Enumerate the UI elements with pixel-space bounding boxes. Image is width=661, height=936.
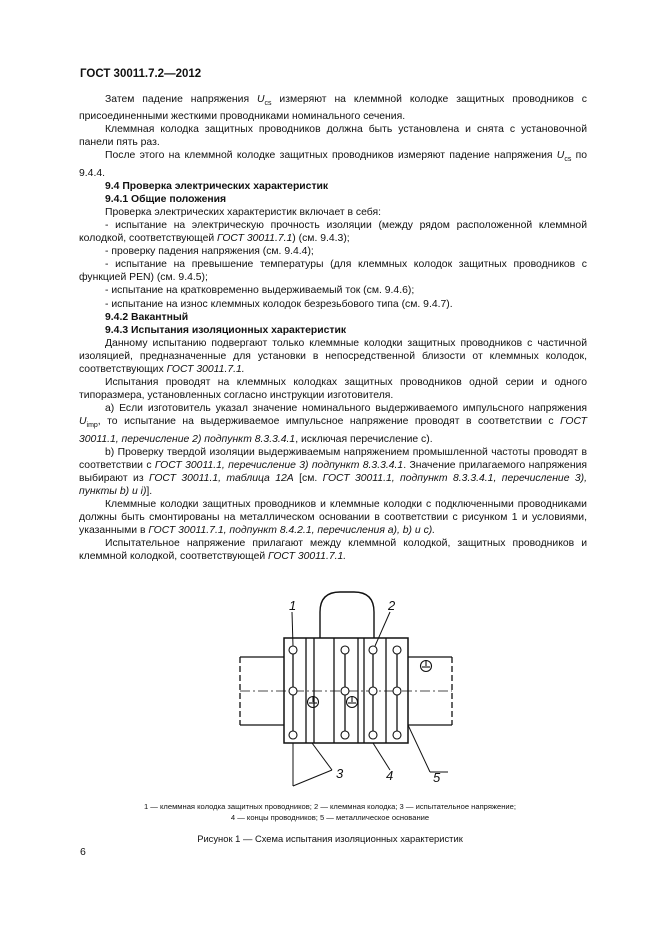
text: по 9.4.4. <box>79 150 588 179</box>
text: ]. <box>146 485 153 497</box>
subsection-heading: 9.4.3 Испытания изоляционных характеристик <box>105 324 347 336</box>
text: Испытательное напряжение прилагают между клеммной колодкой, защитных проводников и клеммной колодкой, соответствующей <box>79 538 587 563</box>
text: измеряют на клеммной колодке защитных проводников с присоединенными жесткими проводниками номинального сечения. <box>79 94 588 123</box>
terminal-screw <box>393 687 401 695</box>
terminal-screw <box>341 646 349 654</box>
reference: ГОСТ 30011.1, подпункт 8.3.3.4.1, перечисление 3), пункты b) и i) <box>79 472 588 497</box>
terminal-screw <box>341 687 349 695</box>
variable: U <box>79 416 87 428</box>
text: Клеммные колодки защитных проводников и клеммные колодки с подключенными проводниками должны быть смонтированы на металлическом основании в соответствии с рисунком 1 и условиями, указанными в <box>79 499 587 537</box>
terminal-screw <box>393 731 401 739</box>
figure-caption-line: 4 — концы проводников; 5 — металлическое основание <box>230 813 430 822</box>
reference: ГОСТ 30011.7.1 <box>217 233 293 245</box>
variable: U <box>556 150 565 162</box>
text: [см. <box>293 472 323 484</box>
reference: ГОСТ 30011.7.1. <box>166 364 245 376</box>
reference: ГОСТ 30011.1, перечисление 3) подпункт 8.3.3.4.1 <box>154 459 404 471</box>
reference: ГОСТ 30011.7.1. <box>268 551 347 563</box>
leader-line-4 <box>373 743 390 770</box>
variable: U <box>257 94 265 105</box>
figure-label-4: 4 <box>386 768 394 783</box>
terminal-screw <box>289 731 297 739</box>
terminal-screw <box>369 687 377 695</box>
terminal-screw <box>393 646 401 654</box>
text: После этого на клеммной колодке защитных проводников измеряют падение напряжения <box>105 150 557 162</box>
text: a) Если изготовитель указал значение номинального выдерживаемого импульсного напряжения <box>105 403 587 415</box>
section-heading: 9.4 Проверка электрических характеристик <box>105 180 329 192</box>
text: . Значение прилагаемого напряжения выбирают из <box>79 459 587 484</box>
figure-label-3: 3 <box>336 766 344 781</box>
subscript: cs <box>264 100 272 108</box>
paragraph: Клеммная колодка защитных проводников должна быть установлена и снята с установочной панели пять раз. <box>79 124 587 149</box>
reference: ГОСТ 30011.1, перечисление 2) подпункт 8.3.3.4.1 <box>79 416 587 445</box>
subsection-heading: 9.4.1 Общие положения <box>105 193 227 205</box>
figure-caption <box>80 801 580 823</box>
list-item: - испытание на кратковременно выдерживаемый ток (см. 9.4.6); <box>105 285 415 297</box>
text: , то испытание на выдерживаемое импульсное напряжение проводят в соответствии с <box>97 416 561 428</box>
document-header: ГОСТ 30011.7.2—2012 <box>80 68 202 80</box>
terminal-screw <box>289 687 297 695</box>
figure-caption-line: 1 — клеммная колодка защитных проводников; 2 — клеммная колодка; 3 — испытательное напряжение; <box>143 802 517 811</box>
list-item: - проверку падения напряжения (см. 9.4.4); <box>105 246 314 258</box>
leader-line-3 <box>293 770 332 786</box>
terminal-screw <box>289 646 297 654</box>
text: Затем падение напряжения <box>105 94 258 105</box>
reference: ГОСТ 30011.1, таблица 12А <box>149 472 294 484</box>
terminal-screw <box>341 731 349 739</box>
terminal-screw <box>369 731 377 739</box>
figure-title: Рисунок 1 — Схема испытания изоляционных характеристик <box>197 833 463 844</box>
page-number: 6 <box>80 846 86 858</box>
subscript: cs <box>564 156 572 164</box>
text: b) Проверку твердой изоляции выдерживаемым напряжением промышленной частоты проводят в соответствии с <box>79 446 587 471</box>
reference: ГОСТ 30011.7.1, подпункт 8.4.2.1, перечисления а), b) и с). <box>148 525 436 537</box>
leader-line-3 <box>312 743 332 770</box>
paragraph: Испытания проводят на клеммных колодках защитных проводников одной серии и одного типоразмера, установленных согласно инструкции изготовителя. <box>79 377 587 402</box>
leader-line-1 <box>292 612 293 646</box>
paragraph: Проверка электрических характеристик включает в себя: <box>105 206 382 218</box>
list-item: - испытание на износ клеммных колодок безрезьбового типа (см. 9.4.7). <box>105 298 453 310</box>
list-item: - испытание на превышение температуры (для клеммных колодок защитных проводников с функцией PEN) (см. 9.4.5); <box>79 259 587 284</box>
figure-label-1: 1 <box>289 598 297 613</box>
leader-line-5 <box>408 725 430 772</box>
terminal-screw <box>369 646 377 654</box>
text: Данному испытанию подвергают только клеммные колодки защитных проводников с частичной изоляцией, предназначенные для установки в непосредственной близости от клеммных колодок, соответствующих <box>79 337 587 376</box>
text: , исключая перечисление c). <box>295 433 433 445</box>
subsection-heading: 9.4.2 Вакантный <box>105 311 189 323</box>
text: - испытание на электрическую прочность изоляции (между рядом расположенной клеммной колодкой, соответствующей <box>79 220 587 245</box>
leader-line-2 <box>375 612 390 646</box>
subscript: imp <box>86 422 98 430</box>
figure-label-2: 2 <box>388 598 396 613</box>
text: ) (см. 9.4.3); <box>292 233 350 245</box>
test-loop-wire <box>320 592 374 638</box>
figure-label-5: 5 <box>433 770 441 785</box>
